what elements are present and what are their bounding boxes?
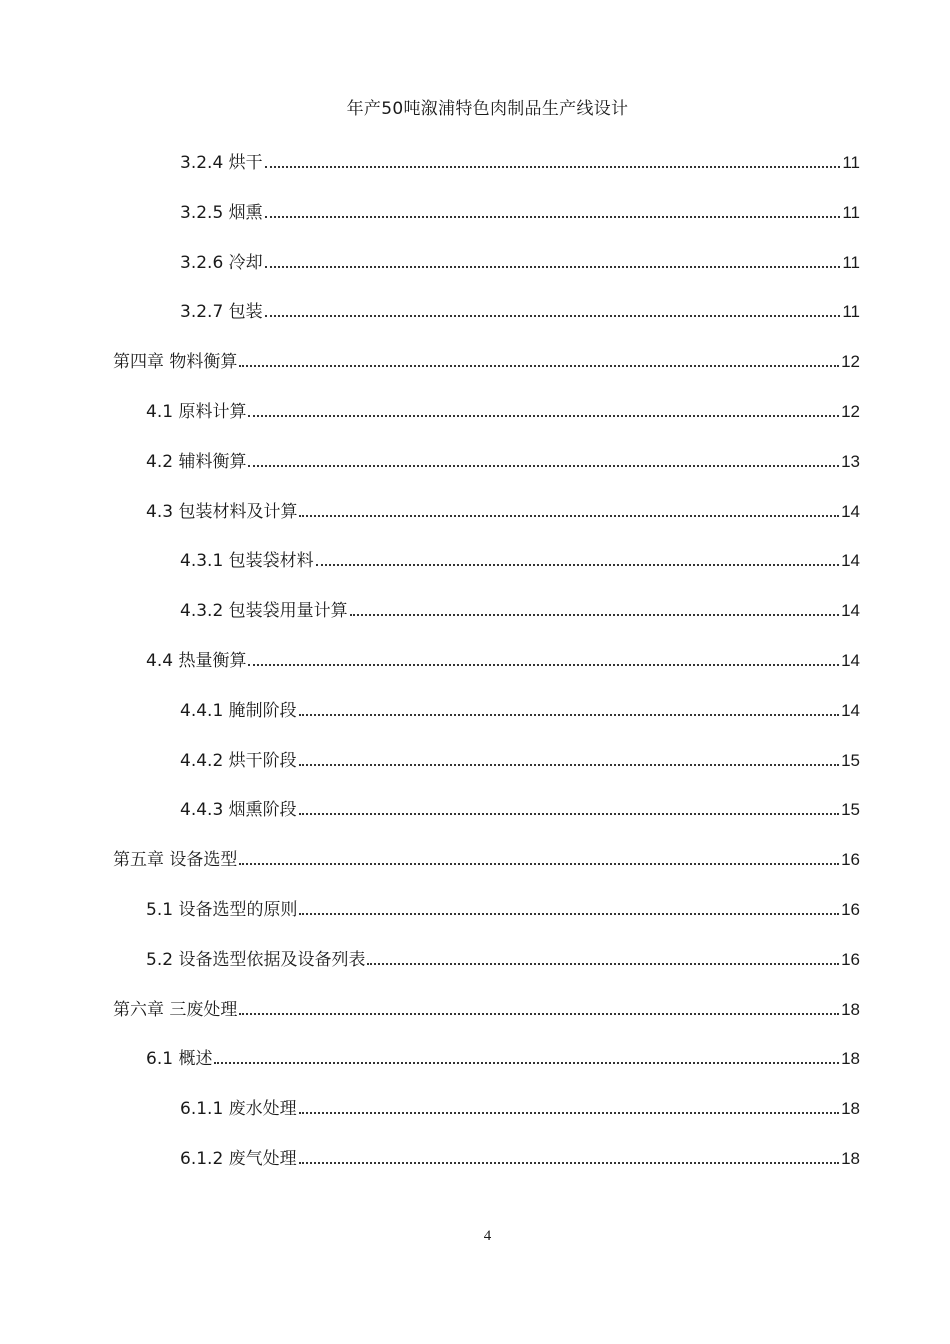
toc-entry[interactable] [113, 997, 860, 1021]
toc-dot-leader [248, 664, 839, 666]
toc-entry[interactable] [180, 698, 860, 722]
toc-dot-leader [248, 465, 839, 467]
toc-entry[interactable] [146, 897, 860, 921]
toc-entry[interactable] [113, 349, 860, 373]
toc-dot-leader [239, 1013, 839, 1015]
toc-dot-leader [265, 216, 841, 218]
toc-entry[interactable] [180, 150, 860, 174]
toc-entry[interactable] [146, 449, 860, 473]
toc-entry[interactable] [180, 598, 860, 622]
toc-entry-title: 第五章 设备选型 [113, 850, 238, 871]
toc-dot-leader [299, 1162, 839, 1164]
toc-entry-title: 4.4.2 烘干阶段 [180, 750, 297, 771]
document-header-title: 年产50吨溆浦特色肉制品生产线设计 [346, 99, 629, 119]
toc-entry-page: 11 [842, 302, 860, 322]
toc-entry-page: 11 [842, 202, 860, 222]
toc-entry-page: 18 [841, 1099, 860, 1119]
toc-dot-leader [265, 166, 841, 168]
toc-dot-leader [299, 913, 839, 915]
toc-dot-leader [299, 515, 839, 517]
toc-entry-title: 4.4 热量衡算 [146, 651, 247, 671]
toc-entry[interactable] [146, 499, 860, 523]
toc-entry-page: 13 [841, 451, 860, 471]
toc-entry-page: 14 [841, 601, 860, 621]
toc-entry[interactable] [180, 250, 860, 274]
toc-dot-leader [367, 963, 839, 965]
toc-entry-page: 14 [841, 651, 860, 670]
toc-dot-leader [214, 1062, 839, 1064]
toc-dot-leader [299, 813, 839, 815]
toc-entry-page: 12 [841, 402, 860, 421]
toc-entry-page: 11 [842, 252, 860, 272]
toc-entry-page: 15 [841, 800, 860, 820]
toc-dot-leader [265, 266, 841, 268]
toc-entry-page: 16 [841, 900, 860, 919]
toc-dot-leader [248, 415, 839, 417]
toc-entry-page: 15 [841, 750, 860, 770]
toc-entry-page: 18 [841, 1149, 860, 1168]
toc-entry[interactable] [146, 947, 860, 971]
toc-dot-leader [239, 863, 839, 865]
page-number: 4 [483, 1228, 492, 1244]
toc-dot-leader [239, 365, 839, 367]
toc-entry-title: 3.2.6 冷却 [180, 252, 263, 273]
toc-entry-page: 16 [841, 850, 860, 870]
toc-dot-leader [299, 714, 839, 716]
toc-entry[interactable] [180, 1146, 860, 1170]
toc-entry[interactable] [180, 299, 860, 323]
toc-entry-page: 12 [841, 352, 860, 372]
toc-entry-title: 3.2.5 烟熏 [180, 202, 263, 223]
toc-entry-title: 5.2 设备选型依据及设备列表 [146, 949, 366, 970]
toc-dot-leader [316, 564, 839, 566]
toc-entry-title: 4.2 辅料衡算 [146, 451, 247, 472]
toc-entry[interactable] [180, 548, 860, 572]
toc-entry-page: 16 [841, 949, 860, 969]
toc-entry-title: 4.3.2 包装袋用量计算 [180, 601, 348, 622]
toc-entry[interactable] [113, 847, 860, 871]
toc-entry[interactable] [146, 399, 860, 423]
toc-entry-title: 第六章 三废处理 [113, 999, 238, 1020]
toc-dot-leader [265, 315, 841, 317]
toc-entry-page: 18 [841, 999, 860, 1019]
toc-entry-title: 4.4.3 烟熏阶段 [180, 800, 297, 821]
toc-entry[interactable] [146, 648, 860, 672]
toc-entry-title: 4.3.1 包装袋材料 [180, 551, 314, 572]
toc-entry-page: 14 [841, 501, 860, 521]
toc-entry[interactable] [180, 748, 860, 772]
toc-entry[interactable] [180, 1096, 860, 1120]
toc-entry-page: 11 [842, 153, 860, 172]
toc-entry-title: 4.4.1 腌制阶段 [180, 700, 297, 721]
toc-entry-title: 6.1.2 废气处理 [180, 1149, 297, 1169]
toc-entry-title: 6.1.1 废水处理 [180, 1099, 297, 1120]
toc-entry[interactable] [180, 797, 860, 821]
toc-entry-title: 5.1 设备选型的原则 [146, 900, 298, 920]
toc-entry[interactable] [180, 200, 860, 224]
toc-entry-title: 3.2.7 包装 [180, 302, 263, 323]
toc-entry-title: 3.2.4 烘干 [180, 153, 263, 173]
toc-entry-title: 4.1 原料计算 [146, 402, 247, 422]
toc-entry-title: 6.1 概述 [146, 1049, 213, 1070]
toc-entry[interactable] [146, 1046, 860, 1070]
toc-entry-page: 14 [841, 700, 860, 720]
toc-dot-leader [299, 1112, 839, 1114]
toc-entry-title: 第四章 物料衡算 [113, 352, 238, 373]
toc-entry-page: 14 [841, 551, 860, 571]
toc-dot-leader [299, 764, 839, 766]
toc-entry-title: 4.3 包装材料及计算 [146, 501, 298, 522]
toc-dot-leader [350, 614, 839, 616]
toc-entry-page: 18 [841, 1049, 860, 1069]
